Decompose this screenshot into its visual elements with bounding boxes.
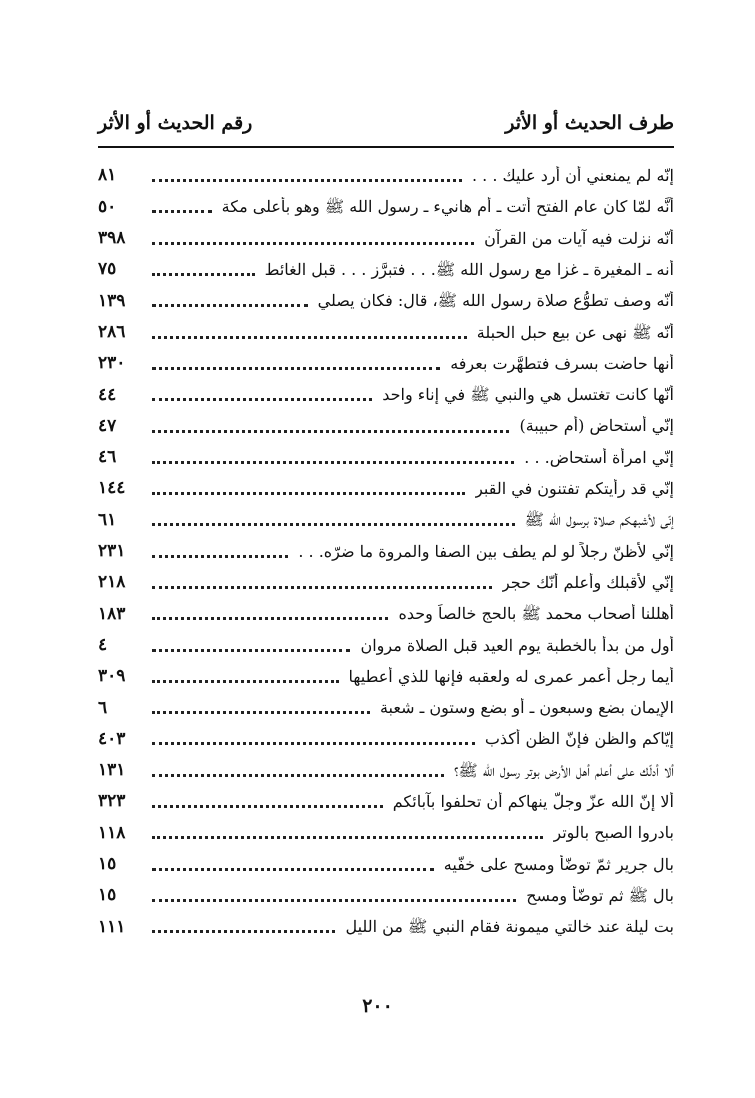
dot-leader (152, 492, 465, 495)
dot-leader (152, 430, 509, 433)
entry-number: ٣٩٨ (98, 228, 126, 249)
header-hadith-column: طرف الحديث أو الأثر (505, 112, 674, 134)
index-entry (98, 786, 674, 817)
index-entry (98, 473, 674, 504)
dot-leader (152, 617, 388, 620)
dot-leader (152, 555, 288, 558)
entry-text: أيما رجل أعمر عمرى له ولعقبه فإنها للذي أعطيها (348, 666, 674, 686)
table-header (98, 107, 674, 139)
index-entry (98, 692, 674, 723)
entry-number: ١٨٣ (98, 603, 126, 624)
dot-leader (152, 899, 516, 902)
index-entry (98, 442, 674, 473)
entry-number: ١٤٤ (98, 478, 126, 499)
index-entry (98, 911, 674, 942)
dot-leader (152, 273, 255, 276)
index-entry (98, 285, 674, 316)
entry-number: ٢٨٦ (98, 321, 126, 342)
entry-text: بت ليلة عند خالتي ميمونة فقام النبي ﷺ من الليل (345, 917, 674, 937)
dot-leader (152, 523, 515, 526)
index-entry (98, 536, 674, 567)
dot-leader (152, 805, 383, 808)
entry-number: ٢١٨ (98, 572, 126, 593)
page-number: ٢٠٠ (362, 995, 393, 1017)
index-entry (98, 661, 674, 692)
entry-text: إنّي أستحاض (أم حبيبة) (519, 416, 674, 436)
entry-text: أنّه ﷺ نهى عن بيع حبل الحبلة (476, 322, 674, 342)
index-entry (98, 598, 674, 629)
dot-leader (152, 304, 308, 307)
entry-text: أنّها كانت تغتسل هي والنبي ﷺ في إناء واحد (382, 385, 674, 405)
entry-text: أهللنا أصحاب محمد ﷺ بالحج خالصاً وحده (398, 604, 674, 624)
dot-leader (152, 774, 444, 777)
index-entry (98, 880, 674, 911)
dot-leader (152, 210, 212, 213)
entry-text: إنّي لأشبهكم صلاة برسول الله ﷺ (524, 510, 674, 530)
dot-leader (152, 242, 474, 245)
entry-number: ١٥ (98, 853, 117, 874)
entry-number: ١١٨ (98, 822, 126, 843)
entry-number: ٤ (98, 634, 108, 655)
entry-number: ٣٢٣ (98, 791, 126, 812)
entry-number: ٤٧ (98, 415, 117, 436)
index-entry (98, 755, 674, 786)
entry-text: بال ﷺ ثم توضّأ ومسح (526, 885, 674, 905)
entry-text: ألا إنّ الله عزّ وجلّ ينهاكم أن تحلفوا بآبائكم (392, 791, 674, 811)
entry-number: ٦١ (98, 509, 117, 530)
entry-number: ٤٠٣ (98, 728, 126, 749)
index-entry (98, 254, 674, 285)
index-entry (98, 849, 674, 880)
entry-text: أنَّه لمّا كان عام الفتح أتت ـ أم هانيء ـ رسول الله ﷺ وهو بأعلى مكة (221, 197, 674, 217)
entry-text: أنه ـ المغيرة ـ غزا مع رسول الله ﷺ. . . فتبرَّز . . . قبل الغائط (264, 259, 674, 279)
index-entry (98, 567, 674, 598)
index-entry (98, 379, 674, 410)
dot-leader (152, 179, 462, 182)
entry-number: ٣٠٩ (98, 666, 126, 687)
entry-text: إنّي لأظنّ رجلاً لو لم يطف بين الصفا والمروة ما ضرّه. . . (298, 541, 674, 561)
entry-number: ٢٣٠ (98, 353, 126, 374)
entry-text: إنّي امرأة أستحاض. . . (524, 447, 674, 467)
dot-leader (152, 680, 339, 683)
index-entry (98, 160, 674, 191)
dot-leader (152, 586, 492, 589)
entry-text: الإيمان بضع وسبعون ـ أو بضع وستون ـ شعبة (379, 698, 674, 718)
index-entry (98, 504, 674, 535)
entry-text: إنّي قد رأيتكم تفتنون في القبر (475, 479, 674, 499)
entry-number: ٧٥ (98, 259, 117, 280)
entry-number: ٤٤ (98, 384, 117, 405)
dot-leader (152, 461, 514, 464)
index-entry (98, 723, 674, 754)
entry-number: ٢٣١ (98, 541, 126, 562)
index-entry (98, 223, 674, 254)
entry-number: ٦ (98, 697, 108, 718)
entry-text: أنها حاضت بسرف فتطهَّرت بعرفه (450, 353, 674, 373)
entry-text: بال جرير ثمّ توضّأ ومسح على خفّيه (443, 854, 674, 874)
index-entry (98, 629, 674, 660)
entry-text: ألا أدلّك على أعلم أهل الأرض بوتر رسول الله ﷺ؟ (454, 760, 674, 780)
index-entry (98, 817, 674, 848)
dot-leader (152, 336, 467, 339)
entry-text: أول من بدأ بالخطبة يوم العيد قبل الصلاة مروان (360, 635, 674, 655)
entry-number: ٥٠ (98, 196, 117, 217)
entry-text: إيّاكم والظن فإنّ الظن أكذب (484, 729, 674, 749)
index-entry (98, 348, 674, 379)
hadith-index-list (98, 160, 674, 942)
entry-text: إنّي لأقبلك وأعلم أنّك حجر (501, 572, 674, 592)
entry-text: أنّه وصف تطوُّع صلاة رسول الله ﷺ، قال: فكان يصلي (317, 291, 674, 311)
dot-leader (152, 930, 335, 933)
header-number-column: رقم الحديث أو الأثر (98, 112, 253, 134)
entry-number: ١٥ (98, 885, 117, 906)
index-entry (98, 410, 674, 441)
entry-number: ١١١ (98, 916, 126, 937)
header-divider (98, 146, 674, 148)
dot-leader (152, 836, 543, 839)
dot-leader (152, 742, 475, 745)
entry-number: ٨١ (98, 165, 117, 186)
entry-text: أنّه نزلت فيه آيات من القرآن (484, 228, 674, 248)
dot-leader (152, 711, 370, 714)
entry-number: ١٣١ (98, 760, 126, 781)
dot-leader (152, 398, 372, 401)
entry-text: بادروا الصبح بالوتر (553, 823, 674, 843)
dot-leader (152, 868, 434, 871)
index-entry (98, 316, 674, 347)
entry-number: ٤٦ (98, 447, 117, 468)
dot-leader (152, 367, 440, 370)
dot-leader (152, 649, 350, 652)
entry-text: إنّه لم يمنعني أن أرد عليك . . . (471, 166, 674, 186)
index-entry (98, 191, 674, 222)
entry-number: ١٣٩ (98, 290, 126, 311)
